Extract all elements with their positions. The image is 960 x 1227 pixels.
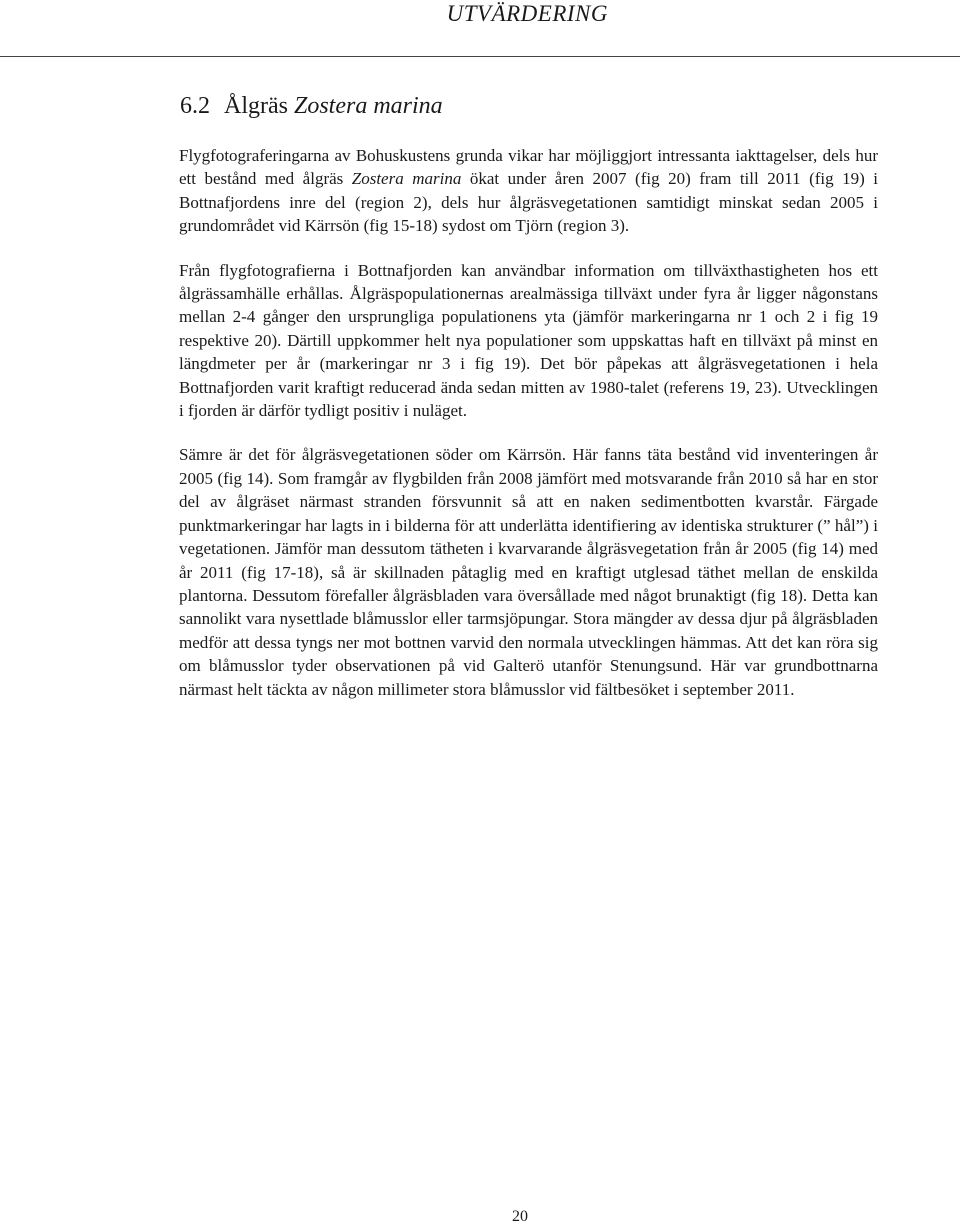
paragraph-1-end: ökat under åren 2007 (fig 20) fram till 2011 (fig 19) i Bottnafjordens inre del (region 2), dels hur ålgräsvegetationen samtidigt minskat sedan 2005 i grundområdet vid Kärrsön (fig 15-18) sydost om Tjörn (region 3).	[179, 169, 879, 236]
paragraph-1-start: Flygfotograferingarna av Bohuskustens grunda vikar har möjliggjort intressanta iakttagelser, dels hur ett bestånd med ålgräs	[179, 146, 878, 189]
paragraph-1	[179, 144, 878, 238]
section-number: 6.2	[180, 93, 210, 119]
header-rule	[0, 56, 960, 57]
body-text	[179, 144, 878, 722]
paragraph-3: Sämre är det för ålgräsvegetationen söder om Kärrsön. Här fanns täta bestånd vid inventeringen år 2005 (fig 14). Som framgår av flygbilden från 2008 jämfört med motsvarande från 2010 så har en stor del av ålgräset närmast stranden försvunnit så att en naken sedimentbotten kvarstår. Färgade punktmarkeringar har lagts in i bilderna för att underlätta identifiering av identiska strukturer (” hål”) i vegetationen. Jämför man dessutom tätheten i kvarvarande ålgräsvegetation från år 2005 (fig 14) med år 2011 (fig 17-18), så är skillnaden påtaglig med en kraftigt utglesad täthet mellan de enskilda plantorna. Dessutom förefaller ålgräsbladen vara översållade med något brunaktigt (fig 18). Detta kan sannolikt vara nysettlade blåmusslor eller tarmsjöpungar. Stora mängder av dessa djur på ålgräsbladen medför att dessa tyngs ner mot bottnen varvid den normala utvecklingen hämmas. Att det kan röra sig om blåmusslor tyder observationen på vid Galterö utanför Stenungsund. Här var grundbottnarna närmast helt täckta av någon millimeter stora blåmusslor vid fältbesöket i september 2011.	[179, 445, 878, 699]
species-name: Zostera marina	[351, 169, 462, 189]
running-header: UTVÄRDERING	[446, 1, 608, 26]
section-heading	[180, 91, 443, 121]
paragraph-2: Från flygfotografierna i Bottnafjorden kan användbar information om tillväxthastigheten hos ett ålgrässamhälle erhållas. Ålgräspopulationernas arealmässiga tillväxt under fyra år ligger någonstans mellan 2-4 gånger den ursprungliga populationens yta (jämför markeringarna nr 1 och 2 i fig 19 respektive 20). Därtill uppkommer helt nya populationer som uppskattas haft en tillväxt på minst en längdmeter per år (markeringar nr 3 i fig 19). Det bör påpekas att ålgräsvegetationen i hela Bottnafjorden varit kraftigt reducerad ända sedan mitten av 1980-talet (referens 19, 23). Utvecklingen i fjorden är därför tydligt positiv i nuläget.	[179, 260, 878, 421]
page-number: 20	[512, 1208, 528, 1225]
section-title-plain: Ålgräs	[224, 93, 288, 119]
section-title-italic: Zostera marina	[293, 93, 443, 119]
